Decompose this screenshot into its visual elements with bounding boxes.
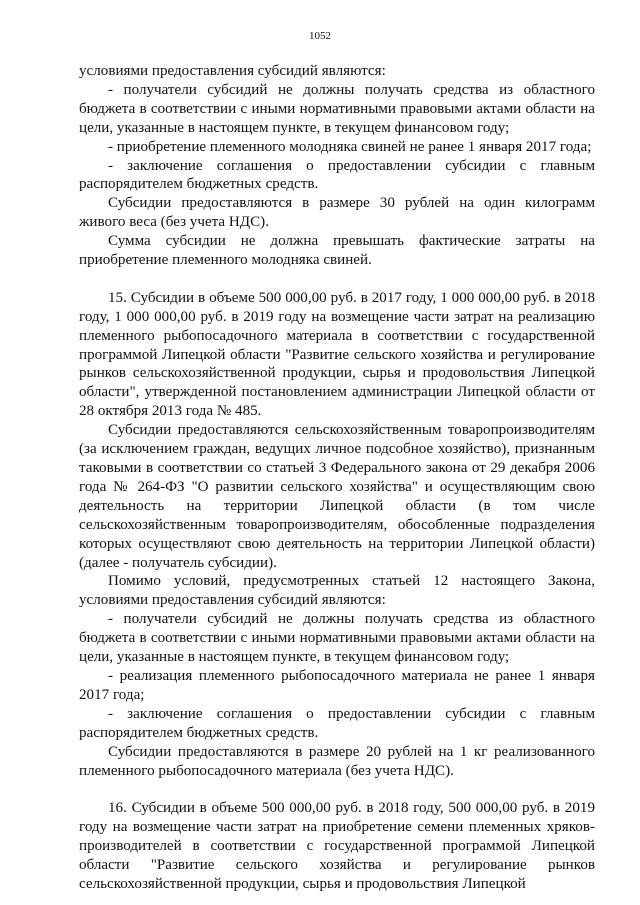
page-number: 1052 (309, 30, 331, 42)
paragraph: - получатели субсидий не должны получать средства из областного бюджета в соответствии с иными нормативными правовыми актами области на цели, указанные в настоящем пункте, в текущем финансовом году; (79, 81, 595, 136)
paragraph: 15. Субсидии в объеме 500 000,00 руб. в 2017 году, 1 000 000,00 руб. в 2018 году, 1 000 000,00 руб. в 2019 году на возмещение части затрат на реализацию племенного рыбопосадочного материала в соответствии с государственной программой Липецкой области "Развитие сельского хозяйства и регулирование рынков сельскохозяйственной продукции, сырья и продовольствия Липецкой области", утвержденной постановлением администрации Липецкой области от 28 октября 2013 года № 485. (79, 289, 595, 420)
paragraph: условиями предоставления субсидий являются: (79, 63, 386, 79)
paragraph-spacer (79, 270, 595, 289)
paragraph: Помимо условий, предусмотренных статьей 12 настоящего Закона, условиями предоставления субсидий являются: (79, 573, 595, 609)
paragraph: - получатели субсидий не должны получать средства из областного бюджета в соответствии с иными нормативными правовыми актами области на цели, указанные в настоящем пункте, в текущем финансовом году; (79, 611, 595, 666)
paragraph: - реализация племенного рыбопосадочного материала не ранее 1 января 2017 года; (79, 667, 595, 703)
paragraph: Субсидии предоставляются в размере 30 рублей на один килограмм живого веса (без учета НДС). (79, 195, 595, 231)
paragraph: - приобретение племенного молодняка свиней не ранее 1 января 2017 года; (108, 138, 592, 155)
paragraph-spacer (79, 780, 595, 799)
document-body (79, 62, 595, 894)
paragraph: 16. Субсидии в объеме 500 000,00 руб. в 2018 году, 500 000,00 руб. в 2019 году на возмещение части затрат на приобретение семени племенных хряков-производителей в соответствии с государственной программой Липецкой области "Развитие сельского хозяйства и регулирование рынков сельскохозяйственной продукции, сырья и продовольствия Липецкой (79, 800, 595, 892)
paragraph: - заключение соглашения о предоставлении субсидии с главным распорядителем бюджетных средств. (79, 157, 595, 193)
paragraph: Субсидии предоставляются сельскохозяйственным товаропроизводителям (за исключением граждан, ведущих личное подсобное хозяйство), признанным таковыми в соответствии со статьей 3 Федерального закона от 29 декабря 2006 года № 264-ФЗ "О развитии сельского хозяйства" и осуществляющим свою деятельность на территории Липецкой области (в том числе сельскохозяйственным товаропроизводителям, обособленные подразделения которых осуществляют свою деятельность на территории Липецкой области) (далее - получатель субсидии). (79, 422, 595, 571)
paragraph: Сумма субсидии не должна превышать фактические затраты на приобретение племенного молодняка свиней. (79, 233, 595, 269)
paragraph: - заключение соглашения о предоставлении субсидии с главным распорядителем бюджетных средств. (79, 705, 595, 741)
paragraph: Субсидии предоставляются в размере 20 рублей на 1 кг реализованного племенного рыбопосадочного материала (без учета НДС). (79, 743, 595, 779)
